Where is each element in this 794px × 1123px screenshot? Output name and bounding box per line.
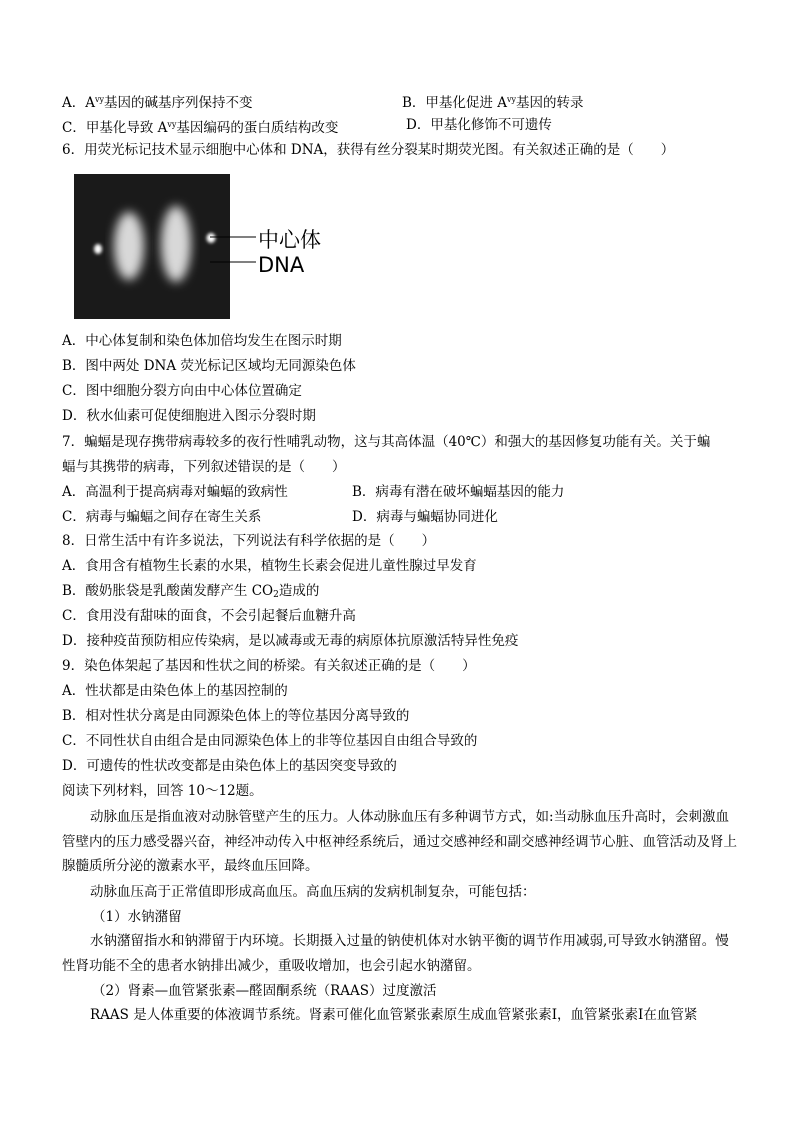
q8-option-b: B．酸奶胀袋是乳酸菌发酵产生 $CO_2$造成的 [62,583,320,600]
q5-option-b: B．甲基化促进 $A^{vy}$基因的转录 [402,95,584,111]
fluorescence-figure [74,174,230,319]
q6-stem: 6．用荧光标记技术显示细胞中心体和 DNA，获得有丝分裂某时期荧光图。有关叙述正确的是（ ） [62,142,675,158]
q9-option-a: A．性状都是由染色体上的基因控制的 [62,683,288,699]
q5-option-d: D．甲基化修饰不可遗传 [406,117,552,133]
q6-option-c: C．图中细胞分裂方向由中心体位置确定 [62,383,302,399]
centrosome-left [94,244,102,254]
q8-option-d: D．接种疫苗预防相应传染病，是以减毒或无毒的病原体抗原激活特异性免疫 [62,633,519,649]
label-dna: DNA [258,253,305,277]
dna-region-right [161,206,191,282]
q8-stem: 8．日常生活中有许多说法，下列说法有科学依据的是（ ） [62,533,436,549]
q6-option-b: B．图中两处 DNA 荧光标记区域均无同源染色体 [62,358,356,374]
q5-option-c: C．甲基化导致 $A^{vy}$基因编码的蛋白质结构改变 [62,120,339,136]
reading-intro: 阅读下列材料，回答 10～12题。 [62,783,263,799]
q7-option-b: B．病毒有潜在破坏蝙蝠基因的能力 [352,484,565,500]
fluorescence-image [74,174,230,319]
reading-paragraph-1: 动脉血压是指血液对动脉管壁产生的压力。人体动脉血压有多种调节方式，如:当动脉血压升高时，会刺激血管壁内的压力感受器兴奋，神经冲动传入中枢神经系统后，通过交感神经和副交感神经调节心脏、血管活动及肾上腺髓质所分泌的激素水平，最终血压回降。 [62,809,737,874]
q8-option-a: A．食用含有植物生长素的水果，植物生长素会促进儿童性腺过早发育 [62,558,477,574]
q6-option-d: D．秋水仙素可促使细胞进入图示分裂时期 [62,408,316,424]
q7-option-c: C．病毒与蝙蝠之间存在寄生关系 [62,509,262,525]
reading-paragraph-4: RAAS 是人体重要的体液调节系统。肾素可催化血管紧张素原生成血管紧张素Ⅰ，血管紧张素Ⅰ在血管紧 [90,1007,698,1023]
q9-option-d: D．可遗传的性状改变都是由染色体上的基因突变导致的 [62,758,397,774]
q9-stem: 9．染色体架起了基因和性状之间的桥梁。有关叙述正确的是（ ） [62,658,476,674]
label-centrosome: 中心体 [258,228,321,252]
q7-stem-line1: 7．蝙蝠是现存携带病毒较多的夜行性哺乳动物，这与其高体温（40℃）和强大的基因修复功能有关。关于蝙 [62,434,711,450]
reading-paragraph-3: 水钠潴留指水和钠滞留于内环境。长期摄入过量的钠使机体对水钠平衡的调节作用减弱,可导致水钠潴留。慢性肾功能不全的患者水钠排出减少，重吸收增加，也会引起水钠潴留。 [62,933,729,974]
q9-option-c: C．不同性状自由组合是由同源染色体上的非等位基因自由组合导致的 [62,733,478,749]
q7-stem-line2: 蝠与其携带的病毒，下列叙述错误的是（ ） [62,459,346,475]
q8-option-c: C．食用没有甜味的面食，不会引起餐后血糖升高 [62,608,356,624]
reading-heading-1: （1）水钠潴留 [92,909,182,925]
q7-option-a: A．高温利于提高病毒对蝙蝠的致病性 [62,484,288,500]
q9-option-b: B．相对性状分离是由同源染色体上的等位基因分离导致的 [62,708,410,724]
reading-paragraph-2: 动脉血压高于正常值即形成高血压。高血压病的发病机制复杂，可能包括： [90,884,536,900]
q5-option-a: A．$A^{vy}$基因的碱基序列保持不变 [62,95,253,111]
q7-option-d: D．病毒与蝙蝠协同进化 [352,509,498,525]
q6-option-a: A．中心体复制和染色体加倍均发生在图示时期 [62,333,342,349]
reading-heading-2: （2）肾素—血管紧张素—醛固酮系统（RAAS）过度激活 [92,983,437,999]
dna-region-left [114,212,144,280]
